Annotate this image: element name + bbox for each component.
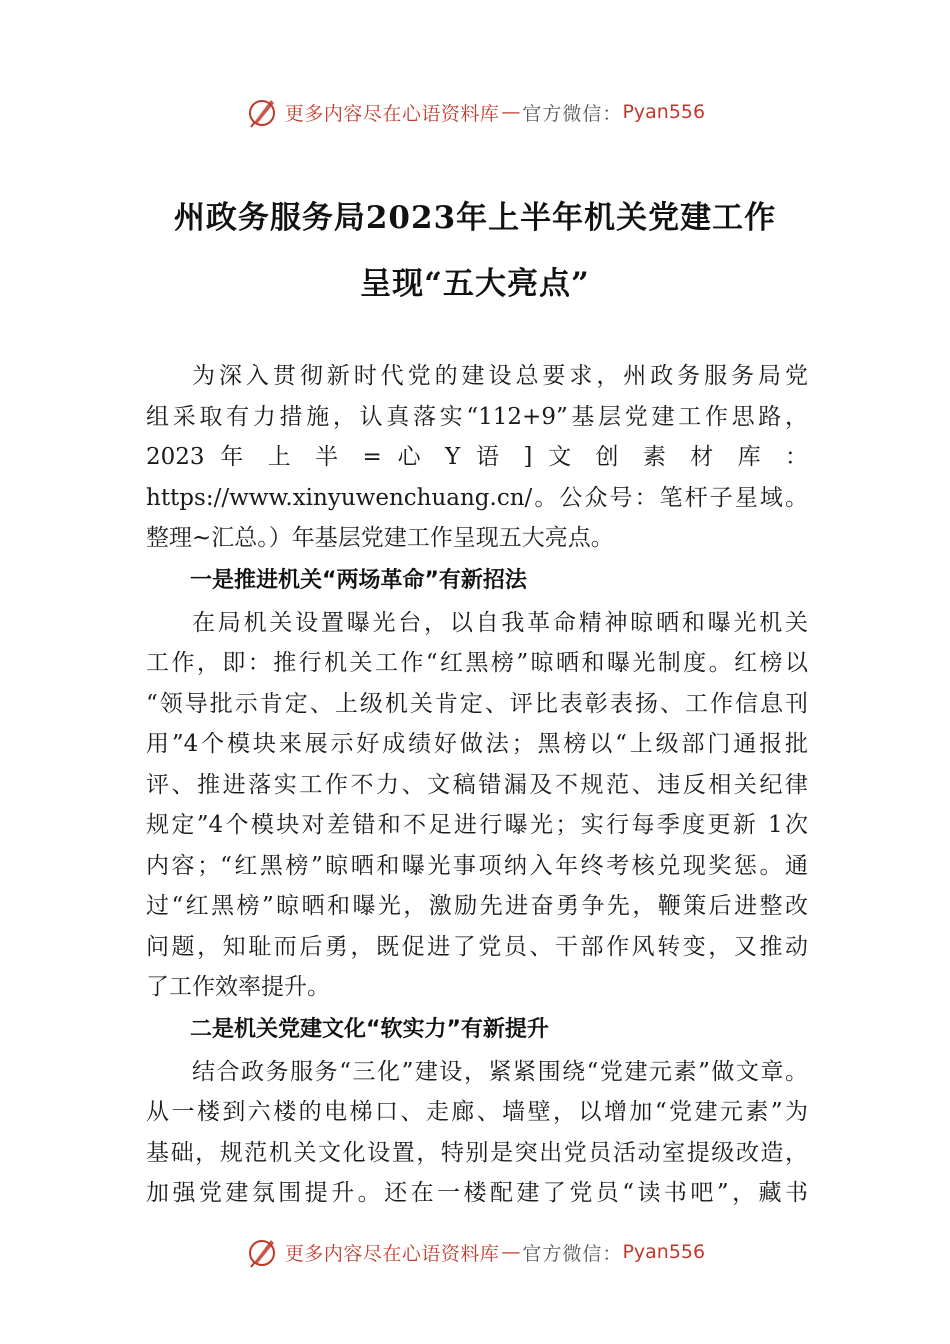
- watermark-wechat-id: Pyan556: [622, 1241, 706, 1263]
- section-2-line: 基础，规范机关文化设置，特别是突出党员活动室提级改造，: [146, 1139, 808, 1166]
- watermark-text: 更多内容尽在心语资料库: [284, 1242, 500, 1265]
- watermark-wechat-id: Pyan556: [622, 101, 706, 123]
- intro-line: 整理~汇总。）年基层党建工作呈现五大亮点。: [146, 525, 614, 551]
- section-1-line: 问题，知耻而后勇，既促进了党员、干部作风转变，又推动: [146, 933, 808, 960]
- document-body: [146, 356, 808, 1214]
- section-1-line: 用”4个模块来展示好成绩好做法；黑榜以“上级部门通报批: [146, 731, 808, 757]
- section-2-line: 加强党建氛围提升。还在一楼配建了党员“读书吧”，藏书: [146, 1180, 808, 1206]
- section-2-line: 从一楼到六楼的电梯口、走廊、墙壁，以增加“党建元素”为: [146, 1099, 808, 1125]
- watermark-separator: —: [501, 101, 521, 123]
- watermark-wechat-label: 官方微信：: [522, 102, 623, 125]
- section-1-paragraph: [146, 603, 808, 1008]
- intro-line: 为深入贯彻新时代党的建设总要求，州政务服务局党: [192, 363, 808, 389]
- intro-line: 组采取有力措施，认真落实“112+9”基层党建工作思路，: [146, 403, 808, 430]
- section-heading-2: 二是机关党建文化“软实力”有新提升: [190, 1016, 549, 1042]
- quill-logo-icon: [245, 1234, 281, 1270]
- document-title-line-2: 呈现“五大亮点”: [360, 266, 590, 302]
- watermark-header: [0, 94, 950, 130]
- section-1-line: 工作，即：推行机关工作“红黑榜”晾晒和曝光制度。红榜以: [146, 650, 808, 676]
- section-heading-1: 一是推进机关“两场革命”有新招法: [190, 567, 527, 593]
- section-1-line: 内容；“红黑榜”晾晒和曝光事项纳入年终考核兑现奖惩。通: [146, 852, 808, 879]
- watermark-separator: —: [501, 1241, 521, 1263]
- section-1-line: 评、推进落实工作不力、文稿错漏及不规范、违反相关纪律: [146, 771, 808, 798]
- section-1-line: 规定”4个模块对差错和不足进行曝光；实行每季度更新 1次: [146, 812, 808, 838]
- intro-paragraph: [146, 356, 808, 559]
- section-2-line: 结合政务服务“三化”建设，紧紧围绕“党建元素”做文章。: [192, 1058, 808, 1085]
- section-1-line: 在局机关设置曝光台，以自我革命精神晾晒和曝光机关: [192, 609, 808, 636]
- document-title-line-1: 州政务服务局2023年上半年机关党建工作: [173, 200, 777, 236]
- watermark-wechat-label: 官方微信：: [522, 1242, 623, 1265]
- section-1-line: 了工作效率提升。: [146, 974, 330, 1000]
- watermark-text: 更多内容尽在心语资料库: [284, 102, 500, 125]
- quill-logo-icon: [245, 94, 281, 130]
- intro-line: https://www.xinyuwenchuang.cn/。公众号：笔杆子星域。: [146, 484, 808, 511]
- watermark-footer: [0, 1234, 950, 1270]
- section-2-paragraph: [146, 1052, 808, 1214]
- intro-line: 2023 年 上 半 = 心 Y 语 ] 文 创 素 材 库 ：: [146, 444, 808, 470]
- section-1-line: “领导批示肯定、上级机关肯定、评比表彰表扬、工作信息刊: [146, 690, 808, 717]
- section-1-line: 过“红黑榜”晾晒和曝光，激励先进奋勇争先，鞭策后进整改: [146, 893, 808, 919]
